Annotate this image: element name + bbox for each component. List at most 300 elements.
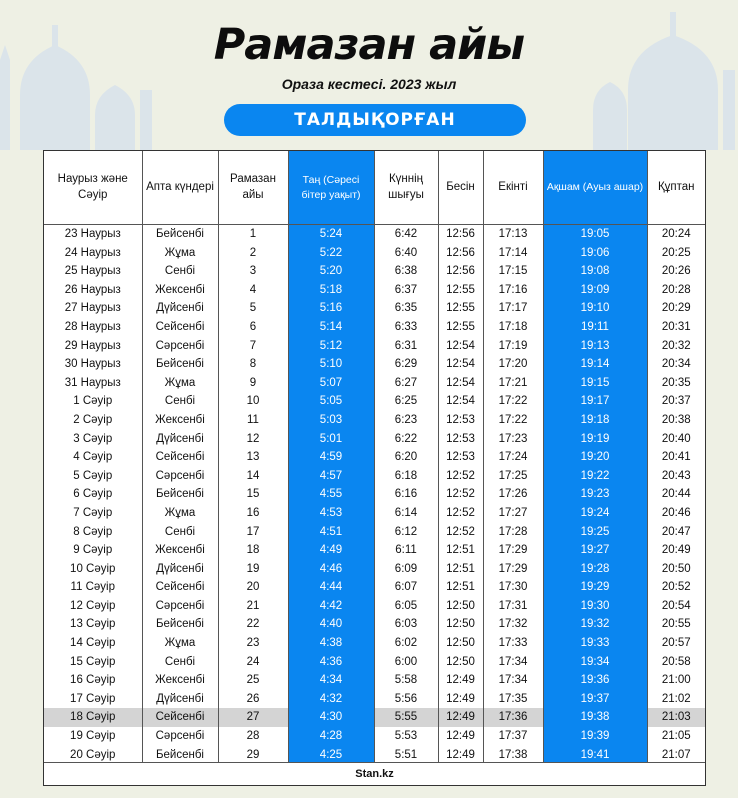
cell-weekday: Сейсенбі [142, 318, 218, 337]
cell-asr: 17:22 [483, 411, 543, 430]
cell-sunrise: 6:20 [374, 448, 438, 467]
cell-fajr: 4:28 [288, 727, 374, 746]
cell-date: 27 Наурыз [44, 299, 142, 318]
cell-maghrib: 19:23 [543, 485, 647, 504]
cell-ramadan-day: 21 [218, 597, 288, 616]
schedule-table-container [43, 150, 706, 786]
cell-asr: 17:19 [483, 337, 543, 356]
cell-date: 18 Сәуір [44, 708, 142, 727]
cell-sunrise: 6:22 [374, 430, 438, 449]
cell-ramadan-day: 20 [218, 578, 288, 597]
cell-isha: 20:58 [661, 655, 691, 668]
cell-isha: 20:47 [661, 525, 691, 538]
cell-fajr: 4:25 [288, 746, 374, 765]
cell-ramadan-day: 6 [218, 318, 288, 337]
cell-fajr: 4:34 [288, 671, 374, 690]
cell-isha: 21:02 [661, 692, 691, 705]
cell-sunrise: 6:18 [374, 467, 438, 486]
cell-fajr: 4:42 [288, 597, 374, 616]
cell-dhuhr: 12:52 [438, 504, 483, 523]
cell-date: 23 Наурыз [44, 225, 142, 244]
cell-maghrib: 19:10 [543, 299, 647, 318]
cell-sunrise: 6:16 [374, 485, 438, 504]
cell-maghrib: 19:15 [543, 374, 647, 393]
cell-ramadan-day: 16 [218, 504, 288, 523]
cell-fajr: 4:49 [288, 541, 374, 560]
cell-sunrise: 6:05 [374, 597, 438, 616]
cell-sunrise: 6:00 [374, 653, 438, 672]
cell-weekday: Сәрсенбі [142, 337, 218, 356]
cell-sunrise: 6:14 [374, 504, 438, 523]
city-badge: ТАЛДЫҚОРҒАН [224, 104, 526, 136]
cell-asr: 17:25 [483, 467, 543, 486]
cell-isha: 21:07 [661, 748, 691, 761]
cell-date: 9 Сәуір [44, 541, 142, 560]
cell-maghrib: 19:06 [543, 244, 647, 263]
cell-fajr: 5:01 [288, 430, 374, 449]
cell-dhuhr: 12:54 [438, 392, 483, 411]
cell-ramadan-day: 19 [218, 560, 288, 579]
cell-sunrise: 6:11 [374, 541, 438, 560]
cell-maghrib: 19:36 [543, 671, 647, 690]
cell-weekday: Сейсенбі [142, 448, 218, 467]
table-row [44, 467, 705, 486]
cell-isha: 20:46 [661, 506, 691, 519]
cell-isha: 20:25 [661, 246, 691, 259]
cell-ramadan-day: 29 [218, 746, 288, 765]
cell-fajr: 4:55 [288, 485, 374, 504]
page-subtitle: Ораза кестесі. 2023 жыл [281, 76, 457, 92]
cell-ramadan-day: 7 [218, 337, 288, 356]
cell-isha: 20:52 [661, 581, 691, 594]
cell-dhuhr: 12:50 [438, 597, 483, 616]
cell-ramadan-day: 17 [218, 523, 288, 542]
cell-ramadan-day: 12 [218, 430, 288, 449]
cell-isha: 20:35 [661, 376, 691, 389]
cell-maghrib: 19:39 [543, 727, 647, 746]
header-fajr: Таң (Сәресі бітер уақыт) [288, 151, 374, 225]
cell-dhuhr: 12:50 [438, 634, 483, 653]
cell-fajr: 4:36 [288, 653, 374, 672]
cell-dhuhr: 12:53 [438, 448, 483, 467]
cell-fajr: 5:20 [288, 262, 374, 281]
cell-ramadan-day: 9 [218, 374, 288, 393]
cell-weekday: Сенбі [142, 262, 218, 281]
header-asr: Екінті [483, 151, 543, 225]
cell-date: 16 Сәуір [44, 671, 142, 690]
cell-date: 1 Сәуір [44, 392, 142, 411]
cell-dhuhr: 12:55 [438, 281, 483, 300]
cell-asr: 17:35 [483, 690, 543, 709]
table-row [44, 634, 705, 653]
cell-date: 12 Сәуір [44, 597, 142, 616]
cell-asr: 17:26 [483, 485, 543, 504]
cell-maghrib: 19:28 [543, 560, 647, 579]
table-row [44, 430, 705, 449]
cell-date: 4 Сәуір [44, 448, 142, 467]
cell-sunrise: 5:51 [374, 746, 438, 765]
cell-dhuhr: 12:55 [438, 318, 483, 337]
table-row [44, 411, 705, 430]
cell-isha: 20:40 [661, 432, 691, 445]
cell-asr: 17:22 [483, 392, 543, 411]
cell-dhuhr: 12:49 [438, 708, 483, 727]
cell-maghrib: 19:19 [543, 430, 647, 449]
cell-dhuhr: 12:56 [438, 225, 483, 244]
cell-isha: 20:43 [661, 469, 691, 482]
cell-ramadan-day: 11 [218, 411, 288, 430]
cell-date: 26 Наурыз [44, 281, 142, 300]
cell-dhuhr: 12:51 [438, 541, 483, 560]
cell-sunrise: 6:02 [374, 634, 438, 653]
cell-date: 15 Сәуір [44, 653, 142, 672]
cell-isha: 20:31 [661, 320, 691, 333]
cell-weekday: Сенбі [142, 653, 218, 672]
cell-sunrise: 6:40 [374, 244, 438, 263]
cell-maghrib: 19:41 [543, 746, 647, 765]
table-body [44, 225, 705, 765]
cell-weekday: Дүйсенбі [142, 299, 218, 318]
cell-sunrise: 5:55 [374, 708, 438, 727]
cell-isha: 21:00 [661, 674, 691, 687]
cell-date: 24 Наурыз [44, 244, 142, 263]
header-date: Наурыз және Сәуір [44, 151, 142, 225]
cell-sunrise: 6:38 [374, 262, 438, 281]
cell-weekday: Сейсенбі [142, 578, 218, 597]
cell-asr: 17:15 [483, 262, 543, 281]
cell-isha: 20:26 [661, 265, 691, 278]
cell-dhuhr: 12:53 [438, 430, 483, 449]
cell-maghrib: 19:24 [543, 504, 647, 523]
cell-weekday: Сенбі [142, 392, 218, 411]
cell-weekday: Сенбі [142, 523, 218, 542]
cell-fajr: 5:22 [288, 244, 374, 263]
cell-date: 28 Наурыз [44, 318, 142, 337]
cell-fajr: 4:32 [288, 690, 374, 709]
cell-ramadan-day: 22 [218, 615, 288, 634]
cell-weekday: Дүйсенбі [142, 430, 218, 449]
cell-asr: 17:14 [483, 244, 543, 263]
table-row [44, 708, 705, 727]
cell-weekday: Жексенбі [142, 411, 218, 430]
cell-dhuhr: 12:51 [438, 578, 483, 597]
cell-dhuhr: 12:51 [438, 560, 483, 579]
cell-fajr: 4:38 [288, 634, 374, 653]
cell-isha: 20:49 [661, 544, 691, 557]
cell-weekday: Жұма [142, 244, 218, 263]
cell-maghrib: 19:34 [543, 653, 647, 672]
header-ramadan-day: Рамазан айы [218, 151, 288, 225]
cell-isha: 20:41 [661, 451, 691, 464]
cell-asr: 17:29 [483, 560, 543, 579]
cell-date: 20 Сәуір [44, 746, 142, 765]
cell-date: 29 Наурыз [44, 337, 142, 356]
cell-ramadan-day: 24 [218, 653, 288, 672]
table-row [44, 653, 705, 672]
cell-dhuhr: 12:54 [438, 374, 483, 393]
cell-sunrise: 6:25 [374, 392, 438, 411]
table-row [44, 262, 705, 281]
table-row [44, 485, 705, 504]
cell-maghrib: 19:13 [543, 337, 647, 356]
cell-fajr: 4:40 [288, 615, 374, 634]
table-row [44, 523, 705, 542]
header-maghrib: Ақшам (Ауыз ашар) [543, 151, 647, 225]
cell-maghrib: 19:11 [543, 318, 647, 337]
cell-fajr: 4:59 [288, 448, 374, 467]
cell-isha: 20:32 [661, 339, 691, 352]
table-row [44, 448, 705, 467]
page-title: Рамазан айы [213, 20, 525, 70]
cell-asr: 17:32 [483, 615, 543, 634]
cell-sunrise: 6:23 [374, 411, 438, 430]
cell-asr: 17:38 [483, 746, 543, 765]
cell-weekday: Жұма [142, 634, 218, 653]
cell-maghrib: 19:05 [543, 225, 647, 244]
cell-date: 14 Сәуір [44, 634, 142, 653]
cell-isha: 20:28 [661, 283, 691, 296]
cell-weekday: Бейсенбі [142, 746, 218, 765]
cell-asr: 17:13 [483, 225, 543, 244]
table-header-row [44, 151, 705, 225]
cell-weekday: Жексенбі [142, 671, 218, 690]
cell-fajr: 4:53 [288, 504, 374, 523]
cell-dhuhr: 12:52 [438, 467, 483, 486]
cell-dhuhr: 12:49 [438, 690, 483, 709]
cell-sunrise: 6:12 [374, 523, 438, 542]
cell-maghrib: 19:38 [543, 708, 647, 727]
cell-isha: 21:05 [661, 730, 691, 743]
cell-maghrib: 19:30 [543, 597, 647, 616]
cell-asr: 17:18 [483, 318, 543, 337]
cell-weekday: Дүйсенбі [142, 690, 218, 709]
cell-ramadan-day: 28 [218, 727, 288, 746]
cell-asr: 17:28 [483, 523, 543, 542]
cell-isha: 20:24 [661, 228, 691, 240]
cell-sunrise: 6:37 [374, 281, 438, 300]
table-row [44, 374, 705, 393]
cell-weekday: Сәрсенбі [142, 467, 218, 486]
cell-ramadan-day: 10 [218, 392, 288, 411]
cell-maghrib: 19:09 [543, 281, 647, 300]
table-row [44, 318, 705, 337]
cell-sunrise: 6:42 [374, 225, 438, 244]
cell-dhuhr: 12:50 [438, 615, 483, 634]
cell-sunrise: 6:29 [374, 355, 438, 374]
cell-date: 8 Сәуір [44, 523, 142, 542]
cell-asr: 17:31 [483, 597, 543, 616]
cell-maghrib: 19:22 [543, 467, 647, 486]
cell-isha: 21:03 [647, 708, 705, 727]
cell-ramadan-day: 27 [218, 708, 288, 727]
cell-isha: 20:55 [661, 618, 691, 631]
table-row [44, 281, 705, 300]
cell-maghrib: 19:27 [543, 541, 647, 560]
cell-weekday: Бейсенбі [142, 615, 218, 634]
cell-ramadan-day: 23 [218, 634, 288, 653]
cell-asr: 17:30 [483, 578, 543, 597]
cell-asr: 17:20 [483, 355, 543, 374]
cell-weekday: Бейсенбі [142, 355, 218, 374]
cell-asr: 17:21 [483, 374, 543, 393]
cell-date: 5 Сәуір [44, 467, 142, 486]
cell-maghrib: 19:17 [543, 392, 647, 411]
cell-dhuhr: 12:54 [438, 355, 483, 374]
cell-sunrise: 5:53 [374, 727, 438, 746]
cell-weekday: Дүйсенбі [142, 560, 218, 579]
cell-weekday: Жексенбі [142, 541, 218, 560]
cell-fajr: 5:05 [288, 392, 374, 411]
table-row [44, 578, 705, 597]
cell-dhuhr: 12:56 [438, 262, 483, 281]
cell-date: 25 Наурыз [44, 262, 142, 281]
cell-ramadan-day: 25 [218, 671, 288, 690]
cell-dhuhr: 12:50 [438, 653, 483, 672]
cell-dhuhr: 12:53 [438, 411, 483, 430]
cell-date: 19 Сәуір [44, 727, 142, 746]
header-isha: Құптан [647, 151, 705, 225]
cell-asr: 17:34 [483, 671, 543, 690]
cell-ramadan-day: 1 [218, 225, 288, 244]
cell-date: 13 Сәуір [44, 615, 142, 634]
cell-weekday: Жұма [142, 504, 218, 523]
cell-sunrise: 6:27 [374, 374, 438, 393]
header-weekday: Апта күндері [142, 151, 218, 225]
table-row [44, 337, 705, 356]
table-row [44, 225, 705, 244]
cell-fajr: 5:03 [288, 411, 374, 430]
cell-fajr: 4:57 [288, 467, 374, 486]
cell-sunrise: 6:09 [374, 560, 438, 579]
cell-fajr: 5:16 [288, 299, 374, 318]
cell-fajr: 5:07 [288, 374, 374, 393]
cell-asr: 17:36 [483, 708, 543, 727]
cell-asr: 17:24 [483, 448, 543, 467]
cell-asr: 17:17 [483, 299, 543, 318]
cell-dhuhr: 12:52 [438, 523, 483, 542]
cell-ramadan-day: 3 [218, 262, 288, 281]
table-row [44, 727, 705, 746]
cell-dhuhr: 12:49 [438, 727, 483, 746]
cell-fajr: 4:51 [288, 523, 374, 542]
schedule-table [44, 151, 705, 764]
cell-ramadan-day: 5 [218, 299, 288, 318]
cell-ramadan-day: 4 [218, 281, 288, 300]
cell-dhuhr: 12:49 [438, 746, 483, 765]
cell-maghrib: 19:33 [543, 634, 647, 653]
cell-asr: 17:29 [483, 541, 543, 560]
cell-date: 30 Наурыз [44, 355, 142, 374]
table-row [44, 541, 705, 560]
cell-maghrib: 19:14 [543, 355, 647, 374]
cell-isha: 20:37 [661, 395, 691, 408]
cell-maghrib: 19:32 [543, 615, 647, 634]
cell-dhuhr: 12:54 [438, 337, 483, 356]
table-row [44, 244, 705, 263]
cell-date: 11 Сәуір [44, 578, 142, 597]
table-row [44, 504, 705, 523]
cell-date: 10 Сәуір [44, 560, 142, 579]
source-footer: Stan.kz [44, 762, 705, 785]
cell-isha: 20:57 [661, 637, 691, 650]
cell-asr: 17:23 [483, 430, 543, 449]
table-row [44, 671, 705, 690]
cell-fajr: 5:10 [288, 355, 374, 374]
cell-isha: 20:29 [661, 302, 691, 315]
cell-dhuhr: 12:55 [438, 299, 483, 318]
cell-fajr: 5:14 [288, 318, 374, 337]
cell-weekday: Сәрсенбі [142, 597, 218, 616]
table-row [44, 597, 705, 616]
cell-asr: 17:37 [483, 727, 543, 746]
cell-isha: 20:34 [661, 358, 691, 371]
header-dhuhr: Бесін [438, 151, 483, 225]
cell-date: 6 Сәуір [44, 485, 142, 504]
cell-dhuhr: 12:49 [438, 671, 483, 690]
cell-maghrib: 19:20 [543, 448, 647, 467]
cell-isha: 20:44 [661, 488, 691, 501]
cell-isha: 20:38 [661, 413, 691, 426]
cell-asr: 17:34 [483, 653, 543, 672]
table-row [44, 690, 705, 709]
cell-weekday: Бейсенбі [142, 485, 218, 504]
cell-fajr: 4:30 [288, 708, 374, 727]
cell-ramadan-day: 14 [218, 467, 288, 486]
cell-dhuhr: 12:56 [438, 244, 483, 263]
cell-isha: 20:54 [661, 599, 691, 612]
cell-dhuhr: 12:52 [438, 485, 483, 504]
cell-ramadan-day: 18 [218, 541, 288, 560]
cell-date: 2 Сәуір [44, 411, 142, 430]
cell-sunrise: 5:58 [374, 671, 438, 690]
cell-weekday: Жұма [142, 374, 218, 393]
cell-sunrise: 6:03 [374, 615, 438, 634]
cell-sunrise: 6:33 [374, 318, 438, 337]
cell-fajr: 5:12 [288, 337, 374, 356]
cell-fajr: 5:18 [288, 281, 374, 300]
cell-fajr: 4:44 [288, 578, 374, 597]
table-row [44, 355, 705, 374]
header-sunrise: Күннің шығуы [374, 151, 438, 225]
cell-weekday: Сейсенбі [142, 708, 218, 727]
cell-date: 3 Сәуір [44, 430, 142, 449]
cell-sunrise: 6:31 [374, 337, 438, 356]
cell-maghrib: 19:25 [543, 523, 647, 542]
cell-fajr: 4:46 [288, 560, 374, 579]
cell-sunrise: 6:35 [374, 299, 438, 318]
cell-fajr: 5:24 [288, 225, 374, 244]
cell-ramadan-day: 2 [218, 244, 288, 263]
cell-date: 7 Сәуір [44, 504, 142, 523]
cell-ramadan-day: 13 [218, 448, 288, 467]
cell-maghrib: 19:18 [543, 411, 647, 430]
cell-ramadan-day: 15 [218, 485, 288, 504]
cell-asr: 17:16 [483, 281, 543, 300]
table-row [44, 392, 705, 411]
cell-ramadan-day: 26 [218, 690, 288, 709]
cell-maghrib: 19:08 [543, 262, 647, 281]
table-row [44, 299, 705, 318]
cell-isha: 20:50 [661, 562, 691, 575]
cell-maghrib: 19:29 [543, 578, 647, 597]
cell-maghrib: 19:37 [543, 690, 647, 709]
cell-ramadan-day: 8 [218, 355, 288, 374]
cell-weekday: Сәрсенбі [142, 727, 218, 746]
cell-asr: 17:27 [483, 504, 543, 523]
cell-date: 31 Наурыз [44, 374, 142, 393]
cell-sunrise: 5:56 [374, 690, 438, 709]
cell-date: 17 Сәуір [44, 690, 142, 709]
